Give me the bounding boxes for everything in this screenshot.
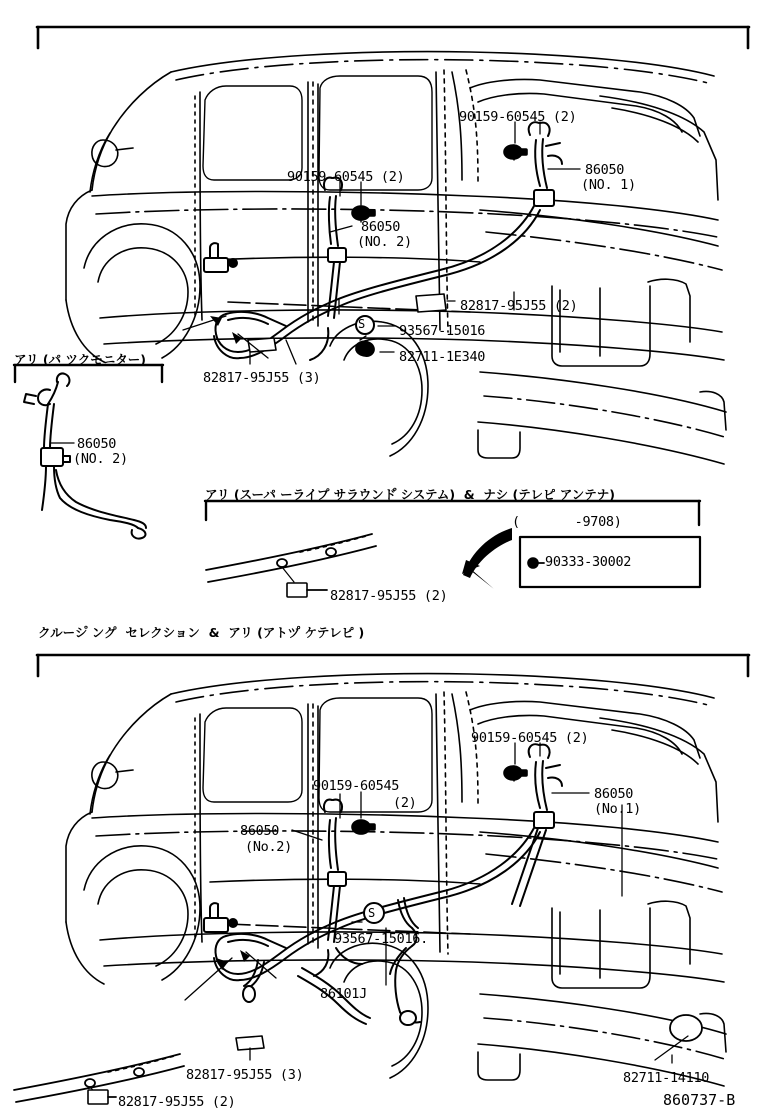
label-93567-15016-bottom: 93567-15016. bbox=[334, 931, 428, 947]
label-86050-no1-bottom-sub: (No.1) bbox=[594, 801, 641, 817]
label-86050-no2-detail-sub: (NO. 2) bbox=[73, 451, 128, 467]
symbol-s-text-bottom: S bbox=[368, 906, 375, 920]
label-90159-60545-bottom-right: 90159-60545 (2) bbox=[471, 730, 589, 746]
antenna-strip-top bbox=[206, 534, 376, 582]
page-code: 860737-B bbox=[663, 1091, 736, 1109]
zoom-arrow-surround bbox=[462, 528, 512, 589]
label-86101J: 86101J bbox=[320, 986, 367, 1002]
part-clamp-82817-bottom bbox=[88, 1090, 116, 1104]
label-82817-95J55-2-surround: 82817-95J55 (2) bbox=[330, 588, 448, 604]
label-86050-no2-top-sub: (NO. 2) bbox=[357, 234, 412, 250]
label-90159-60545-top-right: 90159-60545 (2) bbox=[459, 109, 577, 125]
label-82711-14110: 82711-14110 bbox=[623, 1070, 710, 1086]
label-90333-30002: 90333-30002 bbox=[545, 554, 632, 570]
label-86050-no2-bottom-sub: (No.2) bbox=[245, 839, 292, 855]
label-90159-60545-bottom-left-qty: (2) bbox=[393, 795, 417, 811]
label-86050-no1-top: 86050 bbox=[585, 162, 625, 178]
section-bracket-top bbox=[37, 27, 749, 48]
part-clamp-82817-top bbox=[416, 294, 446, 312]
heading-cruising-selection: クルーシ゚ ンク゚ セレクション & アリ (アトツ゚ ケテレピ ) bbox=[38, 625, 365, 640]
vehicle-illustration-top bbox=[66, 52, 728, 464]
label-90159-60545-bottom-left: 90159-60545 bbox=[313, 778, 400, 794]
label-93567-15016-top: 93567-15016 bbox=[399, 323, 486, 339]
symbol-s-text-top: S bbox=[358, 317, 365, 331]
section-bracket-surround bbox=[205, 501, 700, 525]
label-82817-95J55-2-bottom: 82817-95J55 (2) bbox=[118, 1094, 236, 1110]
label-82817-95J55-3-bottom: 82817-95J55 (3) bbox=[186, 1067, 304, 1083]
heading-surround-system: アリ (スーパ ーライプ サラウンド゚ システム) & ナシ (テレピ アンテナ) bbox=[205, 487, 616, 502]
label-86050-no2-detail: 86050 bbox=[77, 436, 117, 452]
label-86050-no2-bottom: 86050 bbox=[240, 823, 280, 839]
part-clamp-82817-surround bbox=[287, 583, 327, 597]
label-86050-no1-top-sub: (NO. 1) bbox=[581, 177, 636, 193]
part-bolt-90159-bottom-right bbox=[504, 766, 527, 781]
label-90159-60545-top-left: 90159-60545 (2) bbox=[287, 169, 405, 185]
subheading-date-range: ( -9708) bbox=[512, 514, 622, 530]
label-86050-no1-bottom: 86050 bbox=[594, 786, 634, 802]
label-82711-1E340-top: 82711-1E340 bbox=[399, 349, 486, 365]
label-82817-95J55-2-top: 82817-95J55 (2) bbox=[460, 298, 578, 314]
part-bolt-90159-top-right bbox=[504, 145, 527, 160]
heading-back-monitor: アリ (パ ツクモニター) bbox=[14, 352, 147, 367]
label-82817-95J55-3-top: 82817-95J55 (3) bbox=[203, 370, 321, 386]
harness-top-no1 bbox=[529, 122, 562, 206]
label-86050-no2-top: 86050 bbox=[361, 219, 401, 235]
section-bracket-cruising bbox=[37, 655, 749, 676]
section-bracket-back-monitor bbox=[14, 365, 163, 382]
vehicle-illustration-bottom bbox=[66, 674, 728, 1086]
